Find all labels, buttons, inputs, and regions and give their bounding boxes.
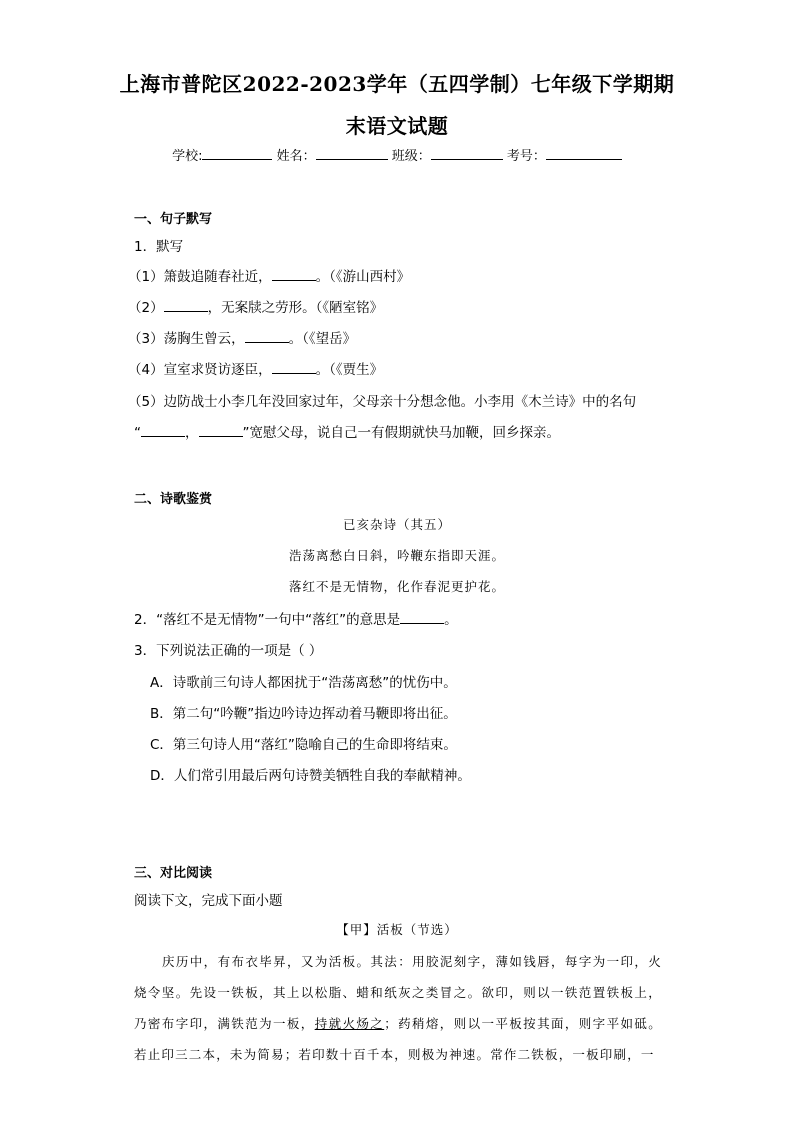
recite-item-2: （2） ，无案牍之劳形。（《陋室铭》: [128, 300, 384, 316]
option-a[interactable]: A．诗歌前三句诗人都困扰于“浩荡离愁”的忧伤中。: [150, 675, 457, 691]
option-b[interactable]: B．第二句“吟鞭”指边吟诗边挥动着马鞭即将出征。: [150, 706, 457, 722]
recite-item-3: （3）荡胸生曾云， 。（《望岳》: [128, 331, 357, 347]
answer-blank[interactable]: [272, 361, 316, 374]
exam-number-blank[interactable]: [546, 146, 622, 160]
option-c[interactable]: C．第三句诗人用“落红”隐喻自己的生命即将结束。: [150, 737, 457, 753]
question-2: 2．“落红不是无情物”一句中“落红”的意思是 。: [134, 612, 458, 628]
name-label: 姓名：: [276, 149, 316, 164]
question-1-label: 1．默写: [134, 239, 184, 255]
exam-number-label: 考号：: [506, 149, 546, 164]
underlined-phrase: 持就火炀之: [314, 1016, 385, 1031]
student-info-row: [0, 145, 794, 164]
recite-item-4: （4）宣室求贤访逐臣， 。（《贾生》: [128, 362, 384, 378]
answer-blank[interactable]: [245, 330, 289, 343]
answer-blank[interactable]: [164, 299, 208, 312]
class-blank[interactable]: [431, 146, 503, 160]
question-3: 3．下列说法正确的一项是（ ）: [134, 643, 323, 659]
poem-line-1: 浩荡离愁白日斜，吟鞭东指即天涯。: [288, 548, 505, 563]
section-heading-2: 二、诗歌鉴赏: [134, 492, 213, 507]
answer-blank[interactable]: [141, 424, 185, 437]
recite-item-1: （1）箫鼓追随春社近， 。（《游山西村》: [128, 269, 411, 285]
school-label: 学校:: [172, 149, 203, 164]
class-label: 班级：: [391, 149, 431, 164]
passage-title: 【甲】活板（节选）: [336, 922, 458, 937]
poem-title: 已亥杂诗（其五）: [342, 517, 451, 532]
option-d[interactable]: D．人们常引用最后两句诗赞美牺牲自我的奉献精神。: [150, 768, 471, 784]
recite-item-5-line1: （5）边防战士小李几年没回家过年，父母亲十分想念他。小李用《木兰诗》中的名句: [128, 394, 637, 410]
answer-blank[interactable]: [400, 611, 444, 624]
answer-blank[interactable]: [272, 268, 316, 281]
reading-instruction: 阅读下文，完成下面小题: [134, 893, 283, 909]
poem-line-2: 落红不是无情物，化作春泥更护花。: [288, 579, 505, 594]
section-heading-3: 三、对比阅读: [134, 866, 213, 881]
passage-text: 庆历中，有布衣毕昇，又为活板。其法：用胶泥刻字，薄如钱唇，每字为一印，火烧令坚。先设一铁板，其上以松脂、蜡和纸灰之类冒之。欲印，则以一铁范置铁板上，乃密布字印，满铁范为一板，持就火炀之；药稍熔，则以一平板按其面，则字平如砥。若止印三二本，未为简易；若印数十百千本，则极为神速。常作二铁板，一板印刷，一: [134, 954, 662, 1062]
recite-item-5-line2: “ ， ”宽慰父母，说自己一有假期就快马加鞭，回乡探亲。: [134, 425, 560, 441]
exam-title-line1: 上海市普陀区2022-2023学年（五四学制）七年级下学期期: [119, 72, 675, 96]
name-blank[interactable]: [316, 146, 388, 160]
school-blank[interactable]: [202, 146, 272, 160]
answer-blank[interactable]: [199, 424, 243, 437]
exam-title-line2: 末语文试题: [345, 114, 449, 138]
section-heading-1: 一、句子默写: [134, 212, 213, 227]
